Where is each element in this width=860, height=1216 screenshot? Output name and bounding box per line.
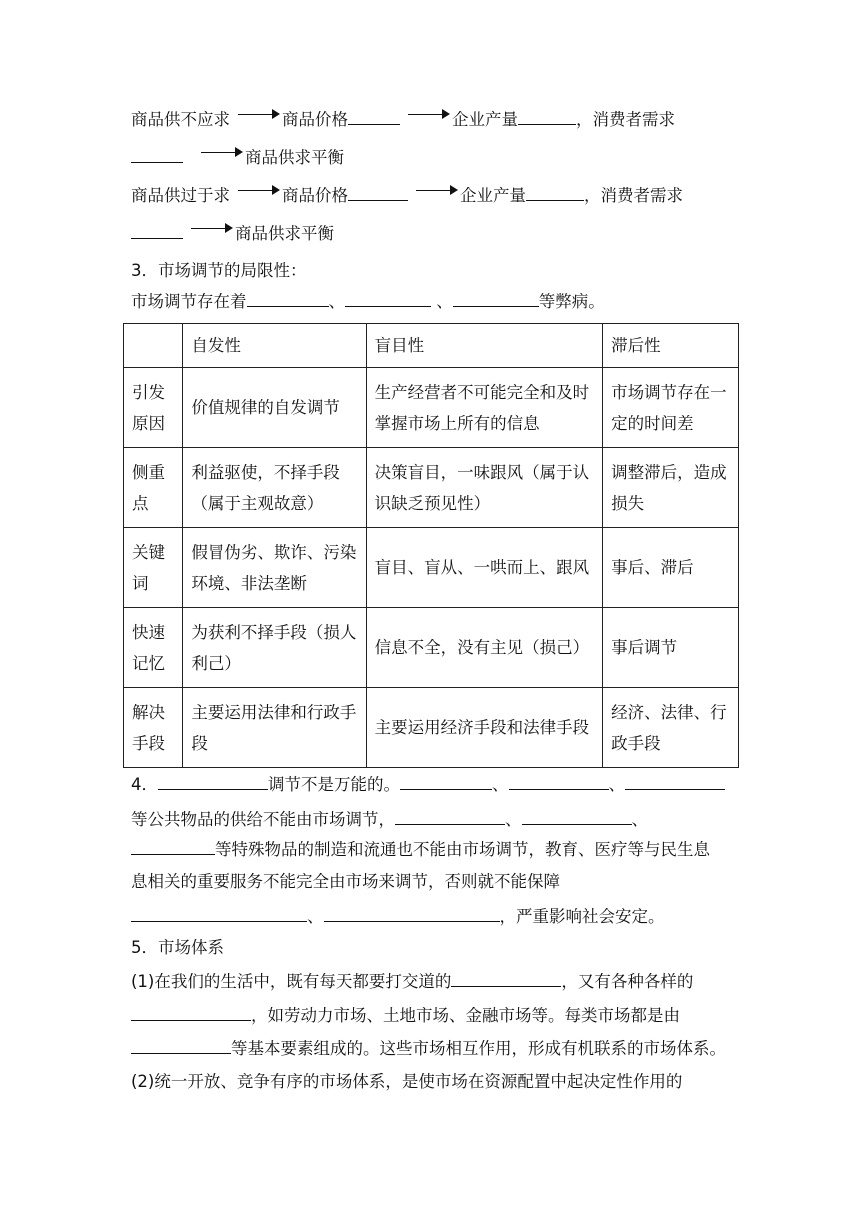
text: ，又有各种各样的 [561,972,694,991]
blank-field[interactable] [451,970,561,987]
table-row-label: 引发原因 [124,368,183,448]
text: 商品供求平衡 [245,148,344,167]
blank-field[interactable] [395,808,505,825]
blank-field[interactable] [453,290,539,307]
section-4-line-4: 息相关的重要服务不能完全由市场来调节，否则就不能保障 [131,872,560,891]
section-3-title: 3．市场调节的局限性： [131,261,307,280]
blank-field[interactable] [345,290,431,307]
blank-field[interactable] [625,773,725,790]
table-row-label: 侧重点 [124,448,183,528]
text: (1)在我们的生活中，既有每天都要打交道的 [131,972,452,991]
text: 、 [608,775,625,794]
blank-field[interactable] [400,773,492,790]
table-row [124,528,739,608]
blank-field[interactable] [509,773,609,790]
balance-line-1 [131,146,344,169]
table-row [124,368,739,448]
table-cell: 事后、滞后 [603,528,739,608]
table-cell: 信息不全，没有主见（损己） [366,608,603,688]
text: ，消费者需求 [576,110,675,129]
blank-field[interactable] [247,290,329,307]
table-cell: 经济、法律、行政手段 [603,688,739,768]
section-5-line-2 [131,1004,680,1027]
table-header-cell: 自发性 [183,324,366,368]
table-cell: 市场调节存在一定的时间差 [603,368,739,448]
table-cell: 主要运用法律和行政手段 [183,688,366,768]
table-cell: 盲目、盲从、一哄而上、跟风 [366,528,603,608]
text: 4． [131,775,158,794]
section-5-line-3 [131,1037,726,1060]
blank-field[interactable] [522,808,632,825]
text: ，严重影响社会安定。 [499,907,665,926]
text: 市场调节存在着 [131,292,247,311]
arrow-icon [238,186,280,196]
blank-field[interactable] [131,905,307,922]
blank-field[interactable] [131,1037,231,1054]
table-cell: 价值规律的自发调节 [183,368,366,448]
blank-field[interactable] [348,184,408,201]
arrow-icon [191,224,233,234]
text: ，如劳动力市场、土地市场、金融市场等。每类市场都是由 [251,1006,680,1025]
blank-field[interactable] [324,905,500,922]
table-header-cell: 盲目性 [366,324,603,368]
text: 商品供求平衡 [235,224,334,243]
supply-less-line [131,108,675,131]
table-cell: 为获利不择手段（损人利己） [183,608,366,688]
table-row-label: 快速记忆 [124,608,183,688]
table-cell: 假冒伪劣、欺诈、污染环境、非法垄断 [183,528,366,608]
table-header-row [124,324,739,368]
text: 商品供过于求 [131,186,230,205]
arrow-icon [238,110,280,120]
text: 等公共物品的供给不能由市场调节， [131,810,395,829]
balance-line-2 [131,222,334,245]
section-5-line-4: (2)统一开放、竞争有序的市场体系，是使市场在资源配置中起决定性作用的 [131,1072,683,1091]
blank-field[interactable] [348,108,400,125]
section-3-line [131,290,605,313]
text: 商品供不应求 [131,110,230,129]
table-cell: 利益驱使，不择手段（属于主观故意） [183,448,366,528]
table-row [124,448,739,528]
table-cell: 事后调节 [603,608,739,688]
table-header-cell: 滞后性 [603,324,739,368]
text: 、 [505,810,522,829]
table-cell: 调整滞后，造成损失 [603,448,739,528]
table-row [124,688,739,768]
arrow-icon [408,110,450,120]
arrow-icon [201,148,243,158]
blank-field[interactable] [131,1004,251,1021]
section-4-line-5 [131,905,665,928]
blank-field[interactable] [518,108,576,125]
text: 商品价格 [282,110,348,129]
text: 、 [328,292,345,311]
section-4-line-1 [131,773,725,796]
table-cell: 生产经营者不可能完全和及时掌握市场上所有的信息 [366,368,603,448]
table-row-label: 解决手段 [124,688,183,768]
table-cell: 主要运用经济手段和法律手段 [366,688,603,768]
table-header-cell [124,324,183,368]
text: 、 [431,292,453,311]
section-4-line-3 [131,838,710,861]
blank-field[interactable] [526,184,584,201]
arrow-icon [416,186,458,196]
table-cell: 决策盲目，一味跟风（属于认识缺乏预见性） [366,448,603,528]
blank-field[interactable] [131,838,215,855]
text: 等基本要素组成的。这些市场相互作用，形成有机联系的市场体系。 [231,1039,726,1058]
supply-more-line [131,184,683,207]
text: 企业产量 [452,110,518,129]
text: 等特殊物品的制造和流通也不能由市场调节，教育、医疗等与民生息 [215,840,710,859]
section-5-title: 5．市场体系 [131,938,224,957]
table-row [124,608,739,688]
text: ，消费者需求 [584,186,683,205]
section-5-line-1 [131,970,693,993]
limitations-table [123,323,739,768]
text: 、 [492,775,509,794]
text: 、 [631,810,648,829]
text: 等弊病。 [538,292,605,311]
text: 、 [307,907,324,926]
blank-field[interactable] [131,146,183,163]
text: 调节不是万能的。 [268,775,400,794]
section-4-line-2 [131,808,648,831]
text: 企业产量 [460,186,526,205]
blank-field[interactable] [158,773,268,790]
blank-field[interactable] [131,222,183,239]
text: 商品价格 [282,186,348,205]
table-row-label: 关键词 [124,528,183,608]
